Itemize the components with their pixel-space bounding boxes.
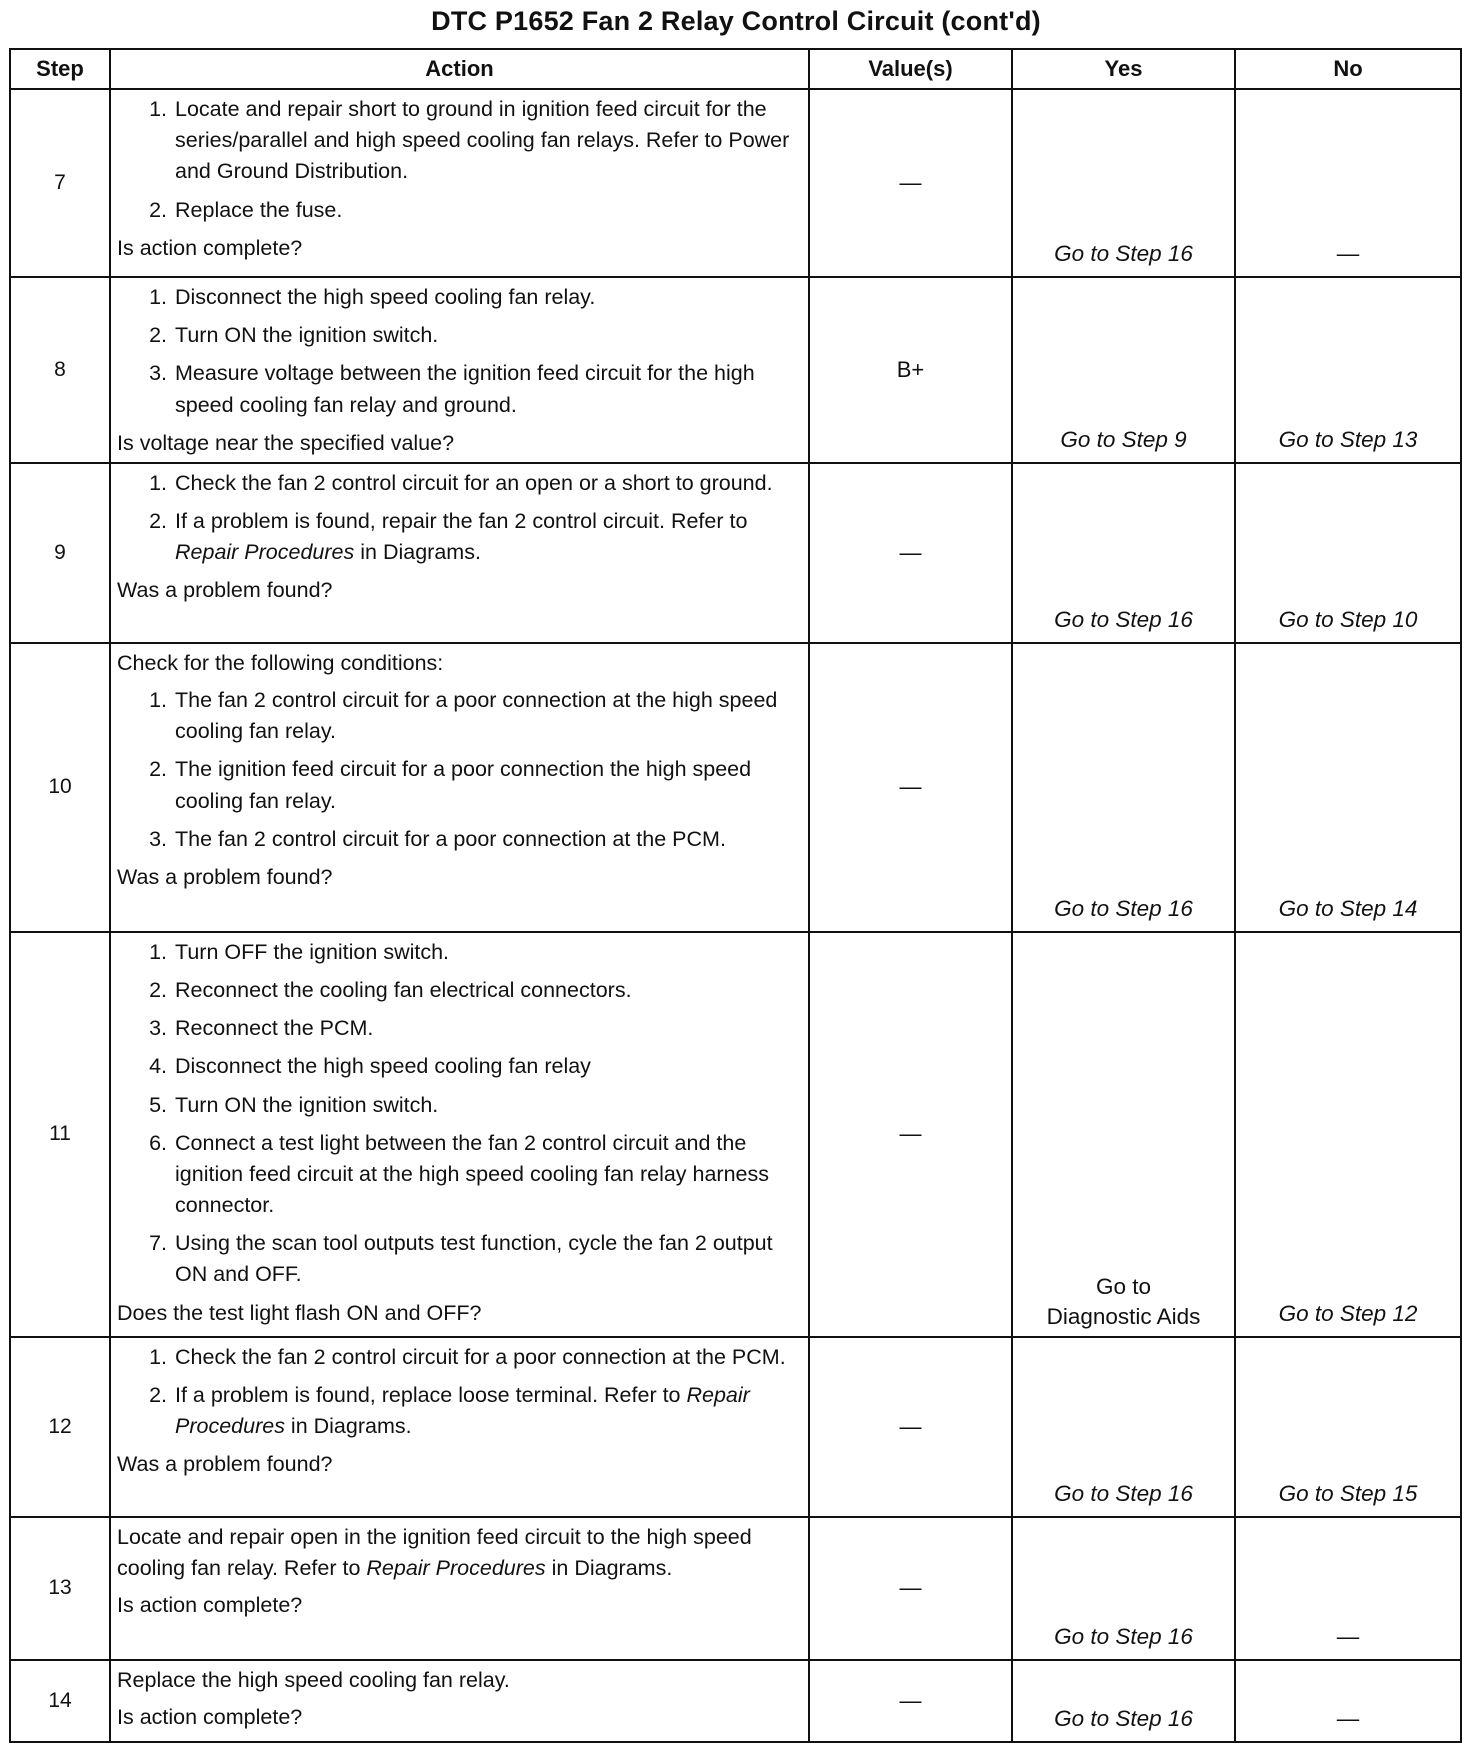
no-cell: —	[1235, 89, 1461, 277]
header-no: No	[1235, 49, 1461, 89]
action-question: Is action complete?	[117, 1705, 303, 1730]
action-item: 2. If a problem is found, replace loose terminal. Refer to Repair Procedures in Diagrams.	[149, 1383, 750, 1439]
yes-cell: Go to Diagnostic Aids	[1012, 932, 1235, 1337]
table-row-step-11	[10, 932, 1461, 1337]
action-intro: Check for the following conditions:	[117, 650, 444, 675]
action-item: 3. Reconnect the PCM.	[149, 1016, 374, 1041]
header-action: Action	[110, 49, 809, 89]
action-item: 5. Turn ON the ignition switch.	[149, 1092, 439, 1117]
yes-cell: Go to Step 16	[1012, 1517, 1235, 1660]
table-row-step-8	[10, 277, 1461, 463]
action-intro: Replace the high speed cooling fan relay.	[117, 1667, 510, 1692]
table-row-step-13	[10, 1517, 1461, 1660]
no-cell: Go to Step 12	[1235, 932, 1461, 1337]
step-number: 9	[10, 463, 110, 643]
action-item: 2. Replace the fuse.	[149, 197, 343, 222]
header-step: Step	[10, 49, 110, 89]
table-row-step-10	[10, 643, 1461, 932]
value-cell: —	[809, 89, 1012, 277]
action-cell	[110, 932, 809, 1337]
action-question: Is voltage near the specified value?	[117, 430, 455, 455]
no-cell: Go to Step 14	[1235, 643, 1461, 932]
action-item: 2. The ignition feed circuit for a poor connection the high speed cooling fan relay.	[149, 757, 752, 813]
step-number: 11	[10, 932, 110, 1337]
no-cell: —	[1235, 1517, 1461, 1660]
action-item: 4. Disconnect the high speed cooling fan relay	[149, 1054, 591, 1079]
value-cell: —	[809, 932, 1012, 1337]
step-number: 8	[10, 277, 110, 463]
step-number: 10	[10, 643, 110, 932]
value-cell: —	[809, 643, 1012, 932]
action-cell	[110, 277, 809, 463]
no-cell: Go to Step 13	[1235, 277, 1461, 463]
step-number: 7	[10, 89, 110, 277]
value-cell: —	[809, 1660, 1012, 1742]
action-item: 3. The fan 2 control circuit for a poor connection at the PCM.	[149, 826, 726, 851]
action-item: 1. The fan 2 control circuit for a poor connection at the high speed cooling fan relay.	[149, 688, 778, 744]
action-item: 1. Disconnect the high speed cooling fan relay.	[149, 285, 596, 309]
value-cell: B+	[809, 277, 1012, 463]
table-row-step-14	[10, 1660, 1461, 1742]
no-cell: Go to Step 15	[1235, 1337, 1461, 1517]
action-question: Was a problem found?	[117, 578, 333, 603]
action-item: 7. Using the scan tool outputs test function, cycle the fan 2 output ON and OFF.	[149, 1231, 773, 1287]
action-cell	[110, 643, 809, 932]
diagnostic-table	[9, 48, 1462, 1743]
value-cell: —	[809, 1337, 1012, 1517]
action-question: Is action complete?	[117, 1593, 303, 1618]
action-cell	[110, 1517, 809, 1660]
yes-cell: Go to Step 16	[1012, 463, 1235, 643]
header-yes: Yes	[1012, 49, 1235, 89]
action-intro: Locate and repair open in the ignition feed circuit to the high speed cooling fan relay. Refer to Repair Procedures in Diagrams.	[117, 1524, 752, 1581]
step-number: 12	[10, 1337, 110, 1517]
yes-cell: Go to Step 16	[1012, 643, 1235, 932]
action-cell	[110, 463, 809, 643]
action-cell	[110, 1660, 809, 1742]
action-question: Was a problem found?	[117, 864, 333, 889]
no-cell: —	[1235, 1660, 1461, 1742]
action-item: 1. Check the fan 2 control circuit for an open or a short to ground.	[149, 470, 773, 495]
action-item: 1. Turn OFF the ignition switch.	[149, 939, 450, 964]
yes-cell: Go to Step 16	[1012, 1337, 1235, 1517]
action-cell	[110, 1337, 809, 1517]
action-question: Does the test light flash ON and OFF?	[117, 1300, 482, 1325]
action-item: 3. Measure voltage between the ignition feed circuit for the high speed cooling fan relay and ground.	[149, 361, 755, 417]
action-item: 1. Locate and repair short to ground in ignition feed circuit for the series/parallel and high speed cooling fan relays. Refer to Power and Ground Distribution.	[149, 97, 790, 184]
yes-cell: Go to Step 16	[1012, 1660, 1235, 1742]
action-cell	[110, 89, 809, 277]
action-item: 2. If a problem is found, repair the fan 2 control circuit. Refer to Repair Procedures in Diagrams.	[149, 509, 748, 565]
yes-cell: Go to Step 16	[1012, 89, 1235, 277]
step-number: 14	[10, 1660, 110, 1742]
header-row	[10, 49, 1461, 89]
value-cell: —	[809, 1517, 1012, 1660]
step-number: 13	[10, 1517, 110, 1660]
action-item: 2. Turn ON the ignition switch.	[149, 323, 439, 348]
action-item: 1. Check the fan 2 control circuit for a poor connection at the PCM.	[149, 1344, 786, 1369]
action-item: 6. Connect a test light between the fan 2 control circuit and the ignition feed circuit at the high speed cooling fan relay harness connector.	[149, 1130, 770, 1218]
page-title: DTC P1652 Fan 2 Relay Control Circuit (cont'd)	[431, 6, 1041, 36]
table-row-step-12	[10, 1337, 1461, 1517]
action-item: 2. Reconnect the cooling fan electrical connectors.	[149, 978, 632, 1003]
yes-cell: Go to Step 9	[1012, 277, 1235, 463]
table-row-step-7	[10, 89, 1461, 277]
header-value: Value(s)	[809, 49, 1012, 89]
value-cell: —	[809, 463, 1012, 643]
action-question: Was a problem found?	[117, 1452, 333, 1477]
action-question: Is action complete?	[117, 235, 303, 260]
table-row-step-9	[10, 463, 1461, 643]
no-cell: Go to Step 10	[1235, 463, 1461, 643]
